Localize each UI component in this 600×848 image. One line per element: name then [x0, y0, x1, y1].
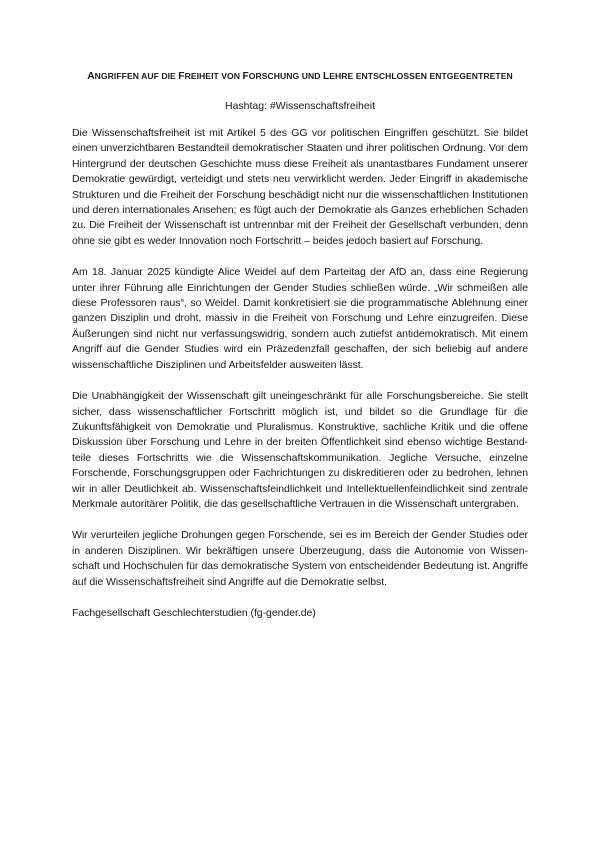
document-title [72, 70, 528, 83]
paragraph-unabhaengigkeit: Die Unabhängigkeit der Wissenschaft gilt uneingeschränkt für alle Forschungsbereiche. Sie stellt sicher, dass wissenschaftlicher Fortschritt möglich ist, und bildet so die Grundlage für die Zukunftsfähigkeit von Demokratie und Pluralismus. Konstruktive, sachliche Kritik und die offene Diskussion über Forschung und Lehre in der breiten Öffentlichkeit sind ebenso wichtige Bestandteile dieses Fortschritts wie die Wissenschaftskommunikation. Jegliche Versuche, einzelne Forschende, Forschungsgruppen oder Fachrichtungen zu diskreditieren oder zu bedrohen, lehnen wir in aller Deutlichkeit ab. Wissenschaftsfeindlichkeit und Intellektuellenfeindlichkeit sind zentrale Merkmale autoritärer Politik, die das gesellschaftliche Vertrauen in die Wissenschaft untergraben. [72, 390, 528, 510]
paragraph-wissenschaftsfreiheit: Die Wissenschaftsfreiheit ist mit Artikel 5 des GG vor politischen Eingriffen geschützt. Sie bildet einen unverzichtbaren Bestandteil demokratischer Staaten und ihrer politischen Ordnung. Vor dem Hintergrund der deutschen Geschichte muss diese Freiheit als unantastbares Fundament unserer Demokratie gewürdigt, verteidigt und stets neu verwirklicht werden. Jeder Eingriff in akademische Strukturen und die Freiheit der Forschung beschädigt nicht nur die wissenschaftlichen Institutionen und deren internationales Ansehen; es fügt auch der Demokratie als Ganzes erheblichen Schaden zu. Die Freiheit der Wissenschaft ist untrennbar mit der Freiheit der Gesellschaft verbunden, denn ohne sie gibt es weder Innovation noch Fortschritt – beides jedoch basiert auf Forschung. [72, 127, 528, 247]
hashtag-line: Hashtag: #Wissenschaftsfreiheit [225, 100, 375, 112]
title-part: ORSCHUNG UND [248, 71, 323, 81]
title-part: L [322, 71, 330, 82]
signature: Fachgesellschaft Geschlechterstudien (fg-gender.de) [72, 606, 316, 619]
title-part: F [178, 71, 185, 82]
paragraph-weidel-parteitag: Am 18. Januar 2025 kündigte Alice Weidel auf dem Parteitag der AfD an, dass eine Regierung unter ihrer Führung alle Einrichtungen der Gender Studies schließen würde. „Wir schmeißen alle diese Professoren raus“, so Weidel. Damit konkretisiert sie die programmatische Ablehnung einer ganzen Disziplin und droht, massiv in die Freiheit von Forschung und Lehre einzugreifen. Diese Äußerungen sind nicht nur verfassungswidrig, sondern auch zutiefst antidemokratisch. Mit einem Angriff auf die Gender Studies wird ein Präzedenzfall geschaffen, der sich beliebig auf andere wissenschaftliche Disziplinen und Arbeitsfelder ausweiten lässt. [72, 266, 528, 371]
document-page [72, 70, 528, 621]
paragraph-verurteilung: Wir verurteilen jegliche Drohungen gegen Forschende, sei es im Bereich der Gender Studies oder in anderen Disziplinen. Wir bekräftigen unsere Überzeugung, dass die Autonomie von Wissenschaft und Hochschulen für das demokratische System von entscheidender Bedeutung ist. Angriffe auf die Wissenschaftsfreiheit sind Angriffe auf die Demokratie selbst. [72, 529, 528, 588]
title-part: NGRIFFEN AUF DIE [94, 71, 179, 81]
title-part: A [87, 71, 95, 82]
title-part: EHRE ENTSCHLOSSEN ENTGEGENTRETEN [329, 71, 513, 81]
title-part: F [242, 71, 249, 82]
title-part: REIHEIT VON [184, 71, 243, 81]
